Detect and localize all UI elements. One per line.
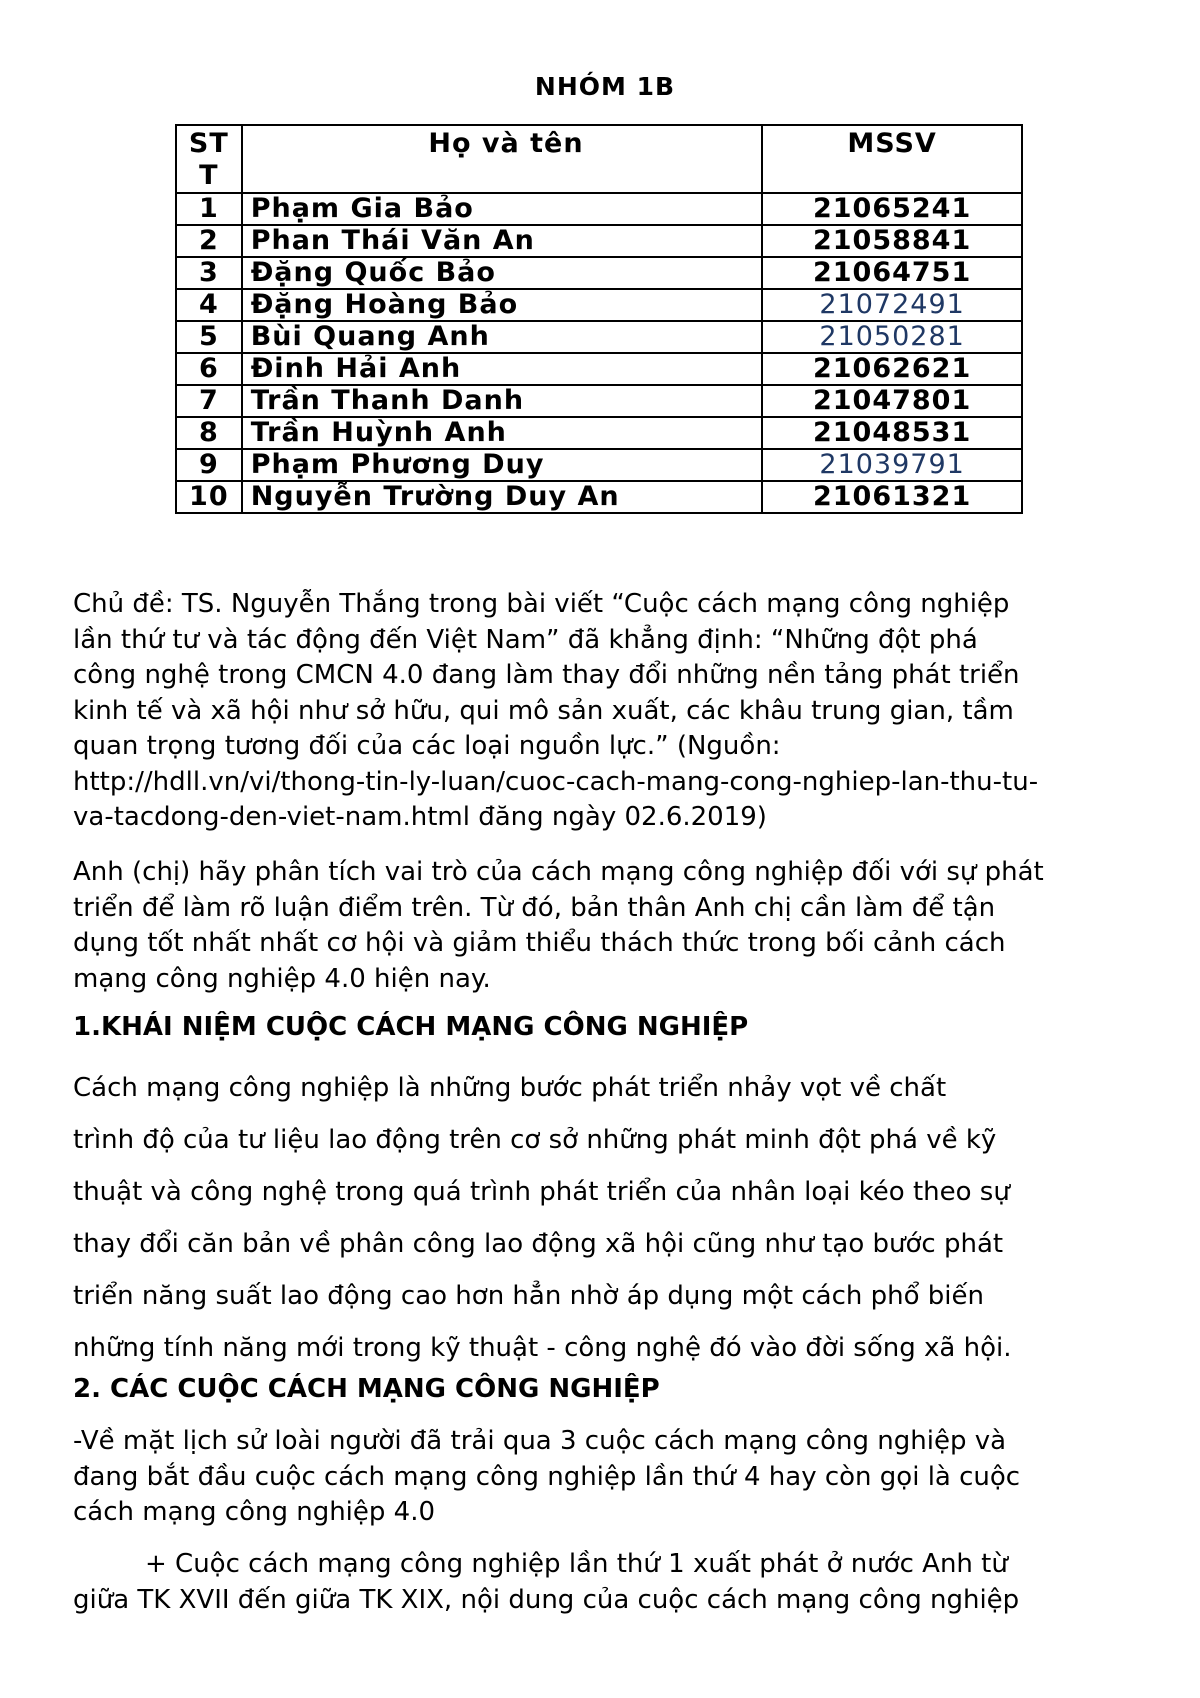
table-row — [176, 193, 1022, 225]
section2-first-revolution-paragraph — [73, 1547, 1153, 1618]
row-name: Phạm Gia Bảo — [242, 193, 763, 225]
row-mssv: 21050281 — [762, 321, 1022, 353]
row-name: Phạm Phương Duy — [242, 449, 763, 481]
table-body — [176, 193, 1022, 513]
text-line: -Về mặt lịch sử loài người đã trải qua 3 cuộc cách mạng công nghiệp và — [73, 1426, 1007, 1456]
row-mssv: 21058841 — [762, 225, 1022, 257]
text-line: mạng công nghiệp 4.0 hiện nay. — [73, 963, 491, 994]
text-line: dụng tốt nhất nhất cơ hội và giảm thiểu thách thức trong bối cảnh cách — [73, 928, 1006, 958]
text-line: kinh tế và xã hội như sở hữu, qui mô sản xuất, các khâu trung gian, tầm — [73, 695, 1014, 726]
row-name: Trần Thanh Danh — [242, 385, 763, 417]
table-row — [176, 481, 1022, 513]
text-line: thuật và công nghệ trong quá trình phát triển của nhân loại kéo theo sự — [73, 1177, 1010, 1207]
table-row — [176, 385, 1022, 417]
row-name: Đặng Quốc Bảo — [242, 257, 763, 289]
text-line: giữa TK XVII đến giữa TK XIX, nội dung của cuộc cách mạng công nghiệp — [73, 1584, 1020, 1615]
text-line: thay đổi căn bản về phân công lao động xã hội cũng như tạo bước phát — [73, 1229, 1004, 1259]
header-stt — [176, 125, 242, 193]
row-name: Đinh Hải Anh — [242, 353, 763, 385]
row-stt: 10 — [176, 481, 242, 513]
row-mssv: 21061321 — [762, 481, 1022, 513]
row-mssv: 21062621 — [762, 353, 1022, 385]
text-line: công nghệ trong CMCN 4.0 đang làm thay đổi những nền tảng phát triển — [73, 660, 1020, 690]
text-line: triển năng suất lao động cao hơn hẳn nhờ áp dụng một cách phổ biến — [73, 1281, 984, 1311]
row-stt: 1 — [176, 193, 242, 225]
header-name: Họ và tên — [242, 125, 763, 193]
row-mssv: 21047801 — [762, 385, 1022, 417]
text-line: lần thứ tư và tác động đến Việt Nam” đã khẳng định: “Những đột phá — [73, 624, 978, 655]
table-row — [176, 353, 1022, 385]
topic-paragraph — [73, 587, 1153, 836]
row-name: Nguyễn Trường Duy An — [242, 481, 763, 513]
row-stt: 2 — [176, 225, 242, 257]
row-name: Đặng Hoàng Bảo — [242, 289, 763, 321]
text-line: triển để làm rõ luận điểm trên. Từ đó, bản thân Anh chị cần làm để tận — [73, 892, 996, 923]
section2-history-paragraph — [73, 1424, 1153, 1531]
table-row — [176, 257, 1022, 289]
table-row — [176, 289, 1022, 321]
row-stt: 8 — [176, 417, 242, 449]
section1-paragraph — [73, 1062, 1153, 1374]
row-name: Trần Huỳnh Anh — [242, 417, 763, 449]
header-stt-line1: ST — [188, 128, 229, 159]
student-table — [175, 124, 1023, 514]
group-title: NHÓM 1B — [534, 72, 676, 101]
row-mssv: 21064751 — [762, 257, 1022, 289]
row-mssv: 21065241 — [762, 193, 1022, 225]
row-stt: 4 — [176, 289, 242, 321]
table-row — [176, 321, 1022, 353]
row-stt: 9 — [176, 449, 242, 481]
text-line: + Cuộc cách mạng công nghiệp lần thứ 1 xuất phát ở nước Anh từ — [145, 1549, 1008, 1579]
row-name: Bùi Quang Anh — [242, 321, 763, 353]
row-mssv: 21039791 — [762, 449, 1022, 481]
row-stt: 7 — [176, 385, 242, 417]
table-row — [176, 449, 1022, 481]
text-line: va-tacdong-den-viet-nam.html đăng ngày 02.6.2019) — [73, 802, 767, 832]
section2-heading: 2. CÁC CUỘC CÁCH MẠNG CÔNG NGHIỆP — [73, 1374, 660, 1404]
row-stt: 6 — [176, 353, 242, 385]
table-row — [176, 417, 1022, 449]
text-line: Cách mạng công nghiệp là những bước phát triển nhảy vọt về chất — [73, 1073, 947, 1103]
table-row — [176, 225, 1022, 257]
row-name: Phan Thái Văn An — [242, 225, 763, 257]
task-paragraph — [73, 855, 1153, 997]
section1-heading: 1.KHÁI NIỆM CUỘC CÁCH MẠNG CÔNG NGHIỆP — [73, 1012, 749, 1042]
header-stt-line2: T — [199, 160, 219, 191]
row-mssv: 21048531 — [762, 417, 1022, 449]
text-line: đang bắt đầu cuộc cách mạng công nghiệp lần thứ 4 hay còn gọi là cuộc — [73, 1461, 1021, 1492]
text-line: những tính năng mới trong kỹ thuật - công nghệ đó vào đời sống xã hội. — [73, 1333, 1012, 1363]
row-stt: 3 — [176, 257, 242, 289]
text-line: quan trọng tương đối của các loại nguồn lực.” (Nguồn: — [73, 731, 781, 761]
header-mssv: MSSV — [762, 125, 1022, 193]
text-line: Chủ đề: TS. Nguyễn Thắng trong bài viết “Cuộc cách mạng công nghiệp — [73, 589, 1010, 619]
text-line: cách mạng công nghiệp 4.0 — [73, 1497, 436, 1527]
table-header-row — [176, 125, 1022, 193]
row-mssv: 21072491 — [762, 289, 1022, 321]
text-line: http://hdll.vn/vi/thong-tin-ly-luan/cuoc-cach-mang-cong-nghiep-lan-thu-tu- — [73, 766, 1039, 797]
text-line: trình độ của tư liệu lao động trên cơ sở những phát minh đột phá về kỹ — [73, 1125, 997, 1155]
row-stt: 5 — [176, 321, 242, 353]
text-line: Anh (chị) hãy phân tích vai trò của cách mạng công nghiệp đối với sự phát — [73, 857, 1044, 887]
